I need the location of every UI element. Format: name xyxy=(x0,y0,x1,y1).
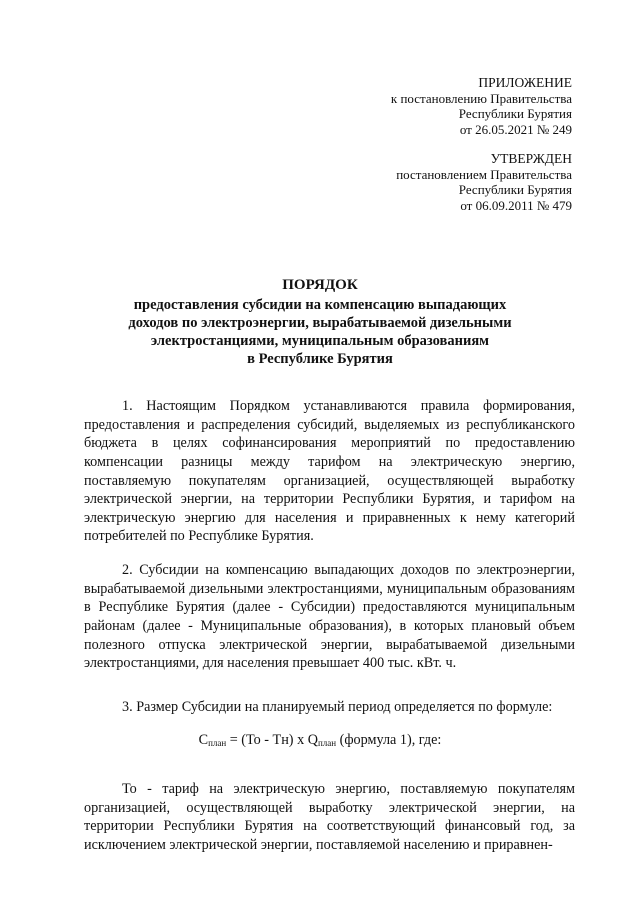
formula-q-subscript: план xyxy=(317,738,337,748)
annex-line-1: к постановлению Правительства xyxy=(390,90,572,106)
title-line-3: электростанциями, муниципальным образованиям xyxy=(150,333,490,349)
formula-middle: = (То - Тн) х Q xyxy=(226,732,318,748)
approved-line-3: от 06.09.2011 № 479 xyxy=(460,197,572,213)
formula-tail: (формула 1), где: xyxy=(336,732,442,748)
title-line-4: в Республике Бурятия xyxy=(247,351,393,367)
annex-label: ПРИЛОЖЕНИЕ xyxy=(478,75,572,90)
paragraph-2: 2. Субсидии на компенсацию выпадающих доходов по электроэнергии, вырабатываемой дизельными электростанциями, муниципальным образованиям в Республике Бурятия (далее - Субсидии) предоставляются муниципальным районам (далее - Муниципальные образования), в которых плановый объем полезного отпуска электрической энергии, вырабатываемой дизельными электростанциями, для населения превышает 400 тыс. кВт. ч. xyxy=(84,562,575,672)
approved-line-2: Республики Бурятия xyxy=(458,182,572,197)
annex-line-3: от 26.05.2021 № 249 xyxy=(459,121,572,137)
annex-line-2: Республики Бурятия xyxy=(458,106,572,121)
title-line-1: предоставления субсидии на компенсацию выпадающих xyxy=(133,297,507,313)
annex-header xyxy=(391,75,572,137)
approved-label: УТВЕРЖДЕН xyxy=(490,151,572,166)
title-main: ПОРЯДОК xyxy=(282,277,358,293)
document-title xyxy=(60,276,580,368)
paragraph-4: То - тариф на электрическую энергию, поставляемую покупателям организацией, осуществляющей выработку электрической энергии, на территории Республики Бурятия на соответствующий финансовый год, за исключением электрической энергии, поставляемой населению и приравнен- xyxy=(84,781,575,853)
approved-line-1: постановлением Правительства xyxy=(396,166,572,182)
title-line-2: доходов по электроэнергии, вырабатываемой дизельными xyxy=(128,315,512,331)
formula-1 xyxy=(0,732,640,749)
approved-header xyxy=(396,151,572,213)
paragraph-1: 1. Настоящим Порядком устанавливаются правила формирования, предоставления и распределения субсидий, выделяемых из республиканского бюджета в целях софинансирования мероприятий по предоставлению компенсации разницы между тарифом на электрическую энергию, поставляемую покупателям организацией, осуществляющей выработку электрической энергии, на территории Республики Бурятия, и тарифом на электрическую энергию для населения и приравненных к нему категорий потребителей по Республике Бурятия. xyxy=(84,398,575,545)
formula-c-subscript: план xyxy=(208,738,227,748)
formula-c: С xyxy=(198,732,209,748)
paragraph-3: 3. Размер Субсидии на планируемый период определяется по формуле: xyxy=(122,699,553,716)
